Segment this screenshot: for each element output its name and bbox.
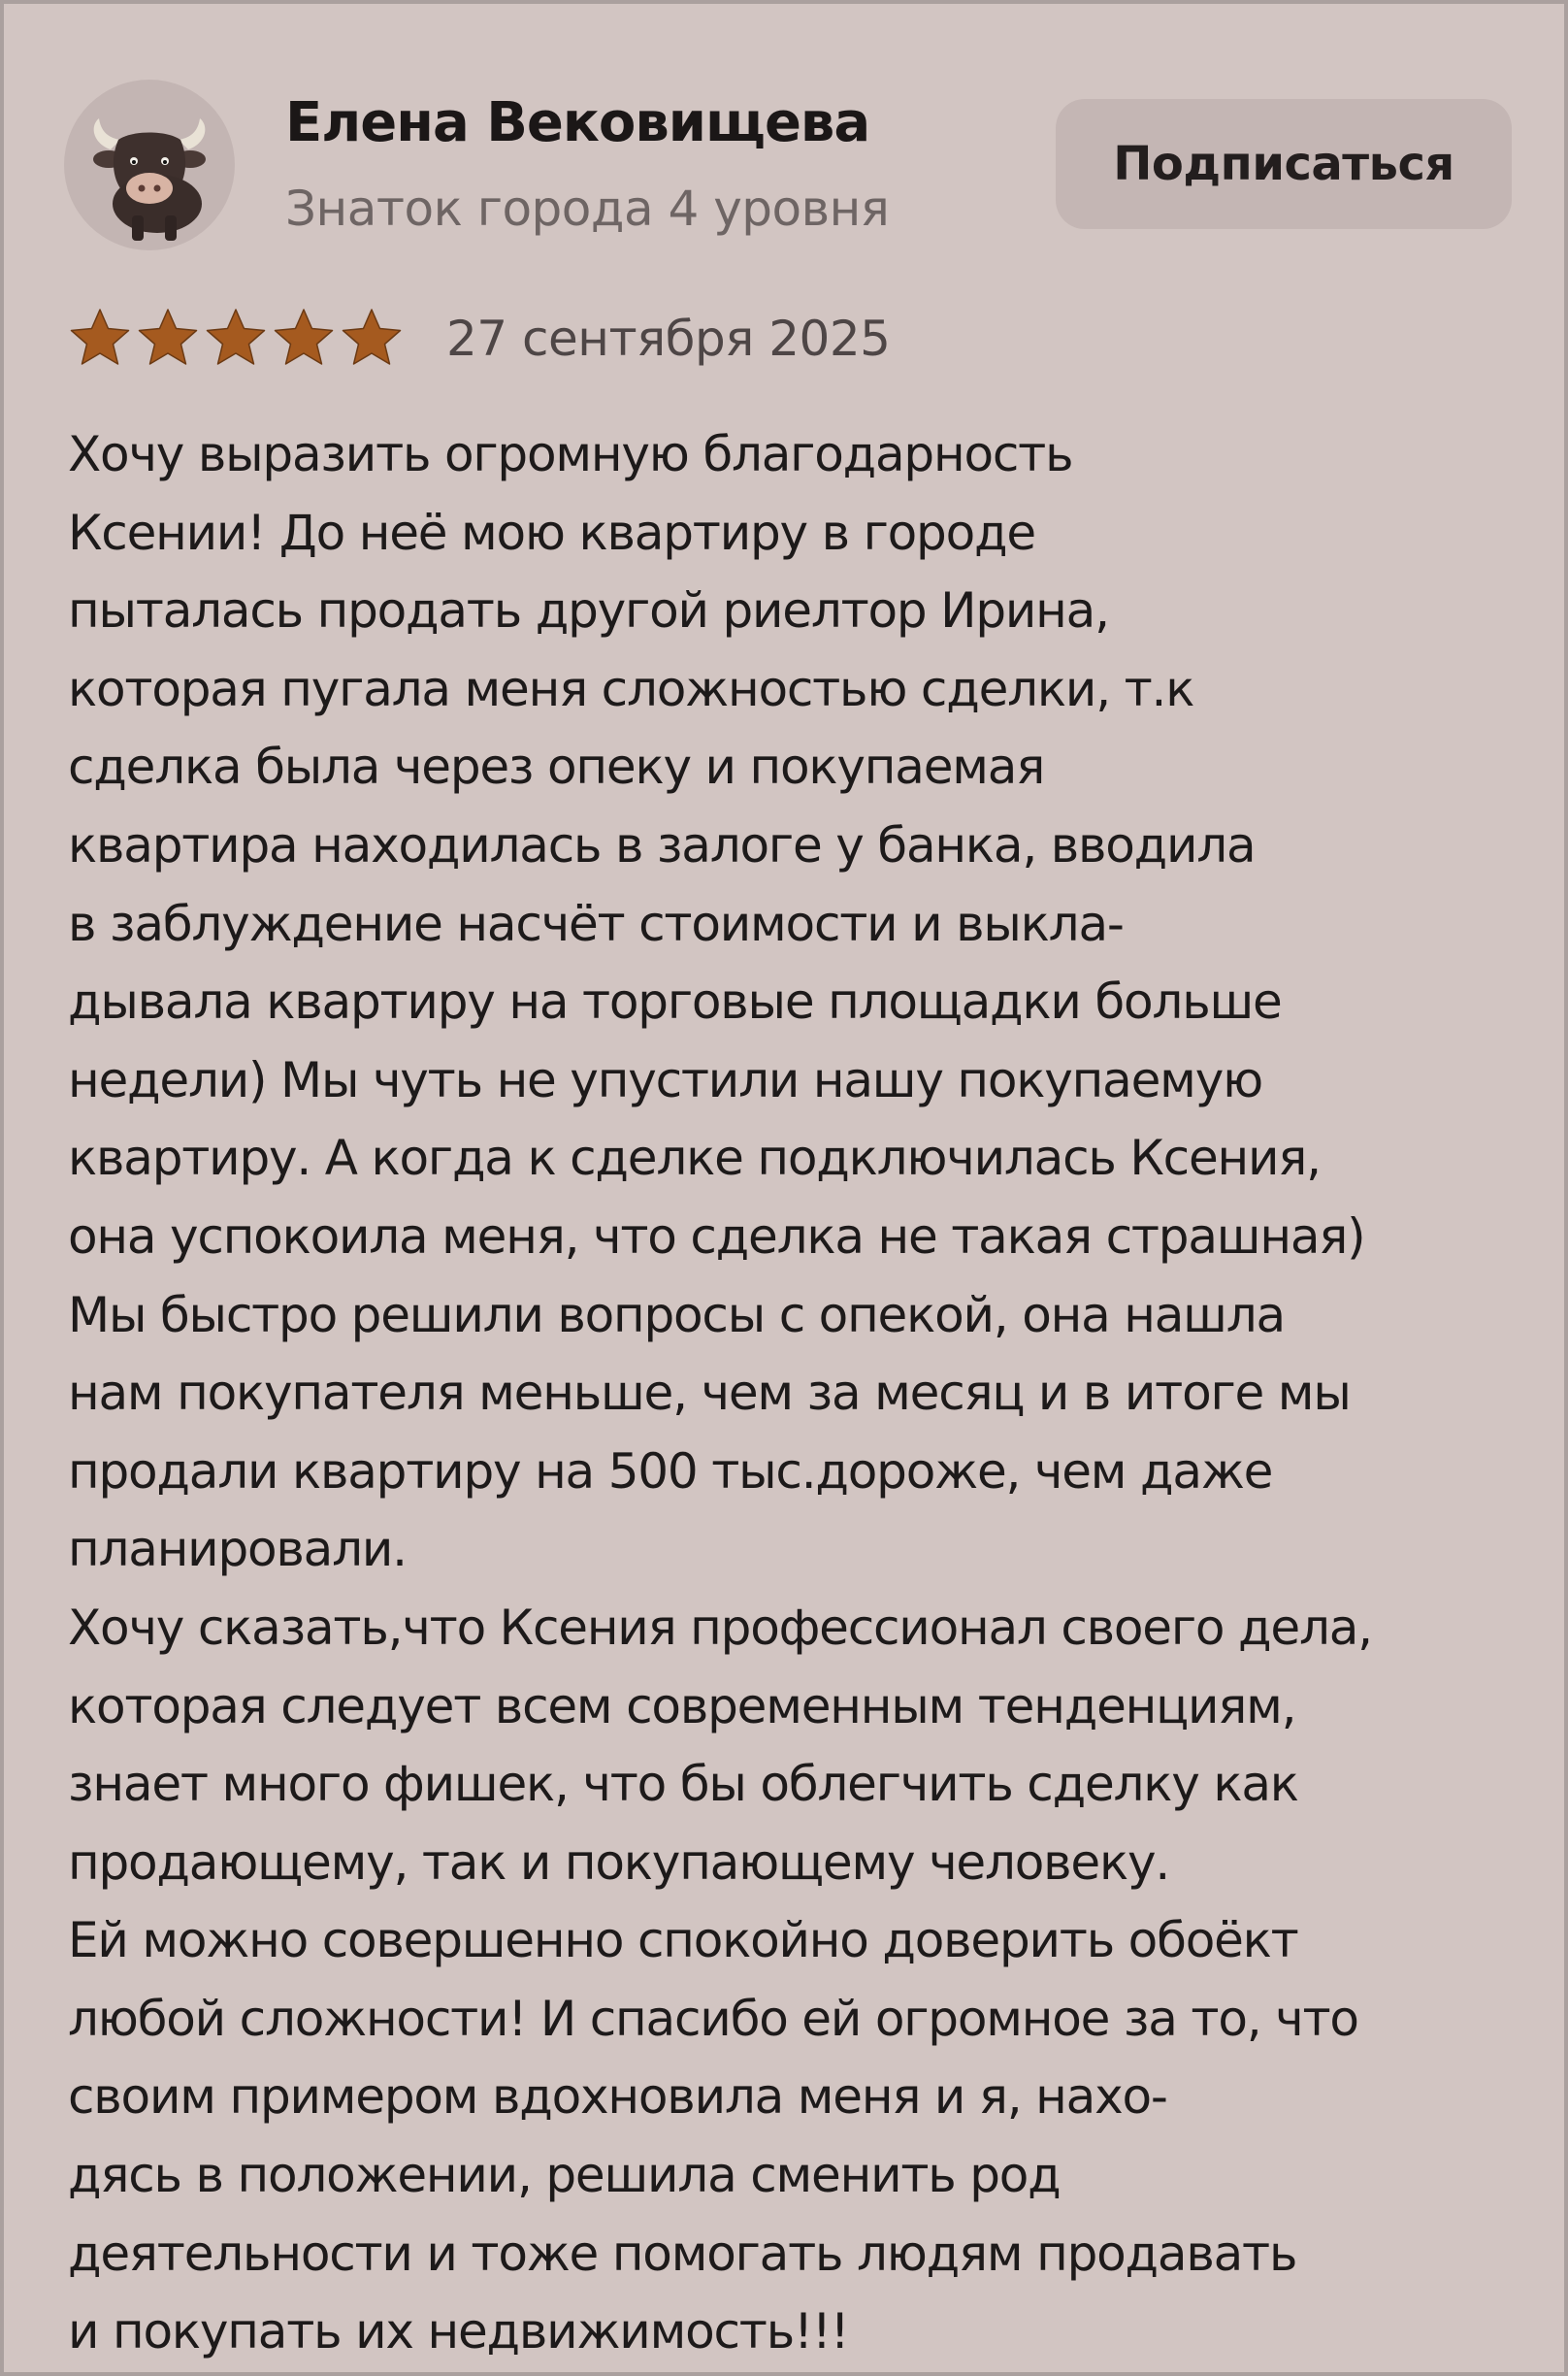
star-icon (204, 307, 268, 371)
avatar[interactable] (64, 80, 235, 250)
review-line: нам покупателя меньше, чем за месяц и в итоге мы (68, 1365, 1351, 1422)
review-line: квартиру. А когда к сделке подключилась Ксения, (68, 1130, 1321, 1187)
review-line: пыталась продать другой риелтор Ирина, (68, 582, 1109, 640)
review-line: квартира находилась в залоге у банка, вводила (68, 816, 1256, 874)
star-icon (136, 307, 200, 371)
review-line: и покупать их недвижимость!!! (68, 2303, 849, 2360)
review-line: Ксении! До неё мою квартиру в городе (68, 504, 1035, 561)
review-date: 27 сентября 2025 (446, 311, 891, 367)
review-line: дывала квартиру на торговые площадки больше (68, 974, 1282, 1031)
rating-stars (68, 307, 404, 377)
review-text (68, 415, 1562, 2371)
review-line: знает много фишек, что бы облегчить сделку как (68, 1756, 1298, 1813)
review-line: своим примером вдохновила меня и я, нахо- (68, 2068, 1167, 2126)
star-icon (340, 307, 404, 371)
review-line: дясь в положении, решила сменить род (68, 2147, 1061, 2204)
review-line: в заблуждение насчёт стоимости и выкла- (68, 895, 1124, 952)
review-line: продающему, так и покупающему человеку. (68, 1833, 1170, 1891)
author-level: Знаток города 4 уровня (285, 181, 890, 237)
author-name[interactable]: Елена Вековищева (285, 91, 870, 154)
review-line: любой сложности! И спасибо ей огромное за то, что (68, 1990, 1358, 2047)
review-line: которая пугала меня сложностью сделки, т.к (68, 660, 1194, 717)
subscribe-button[interactable]: Подписаться (1056, 99, 1512, 229)
review-line: Мы быстро решили вопросы с опекой, она нашла (68, 1286, 1285, 1343)
review-line: которая следует всем современным тенденциям, (68, 1677, 1296, 1734)
review-line: продали квартиру на 500 тыс.дороже, чем даже (68, 1442, 1273, 1500)
review-line: планировали. (68, 1521, 407, 1578)
review-line: недели) Мы чуть не упустили нашу покупаемую (68, 1051, 1262, 1108)
review-line: сделка была через опеку и покупаемая (68, 739, 1045, 796)
review-line: деятельности и тоже помогать людям продавать (68, 2225, 1297, 2282)
review-line: она успокоила меня, что сделка не такая страшная) (68, 1207, 1365, 1265)
bull-icon (64, 80, 235, 250)
review-line: Ей можно совершенно спокойно доверить обоёкт (68, 1912, 1298, 1969)
star-icon (68, 307, 132, 371)
review-line: Хочу сказать,что Ксения профессионал своего дела, (68, 1599, 1372, 1656)
review-line: Хочу выразить огромную благодарность (68, 426, 1073, 482)
star-icon (272, 307, 336, 371)
